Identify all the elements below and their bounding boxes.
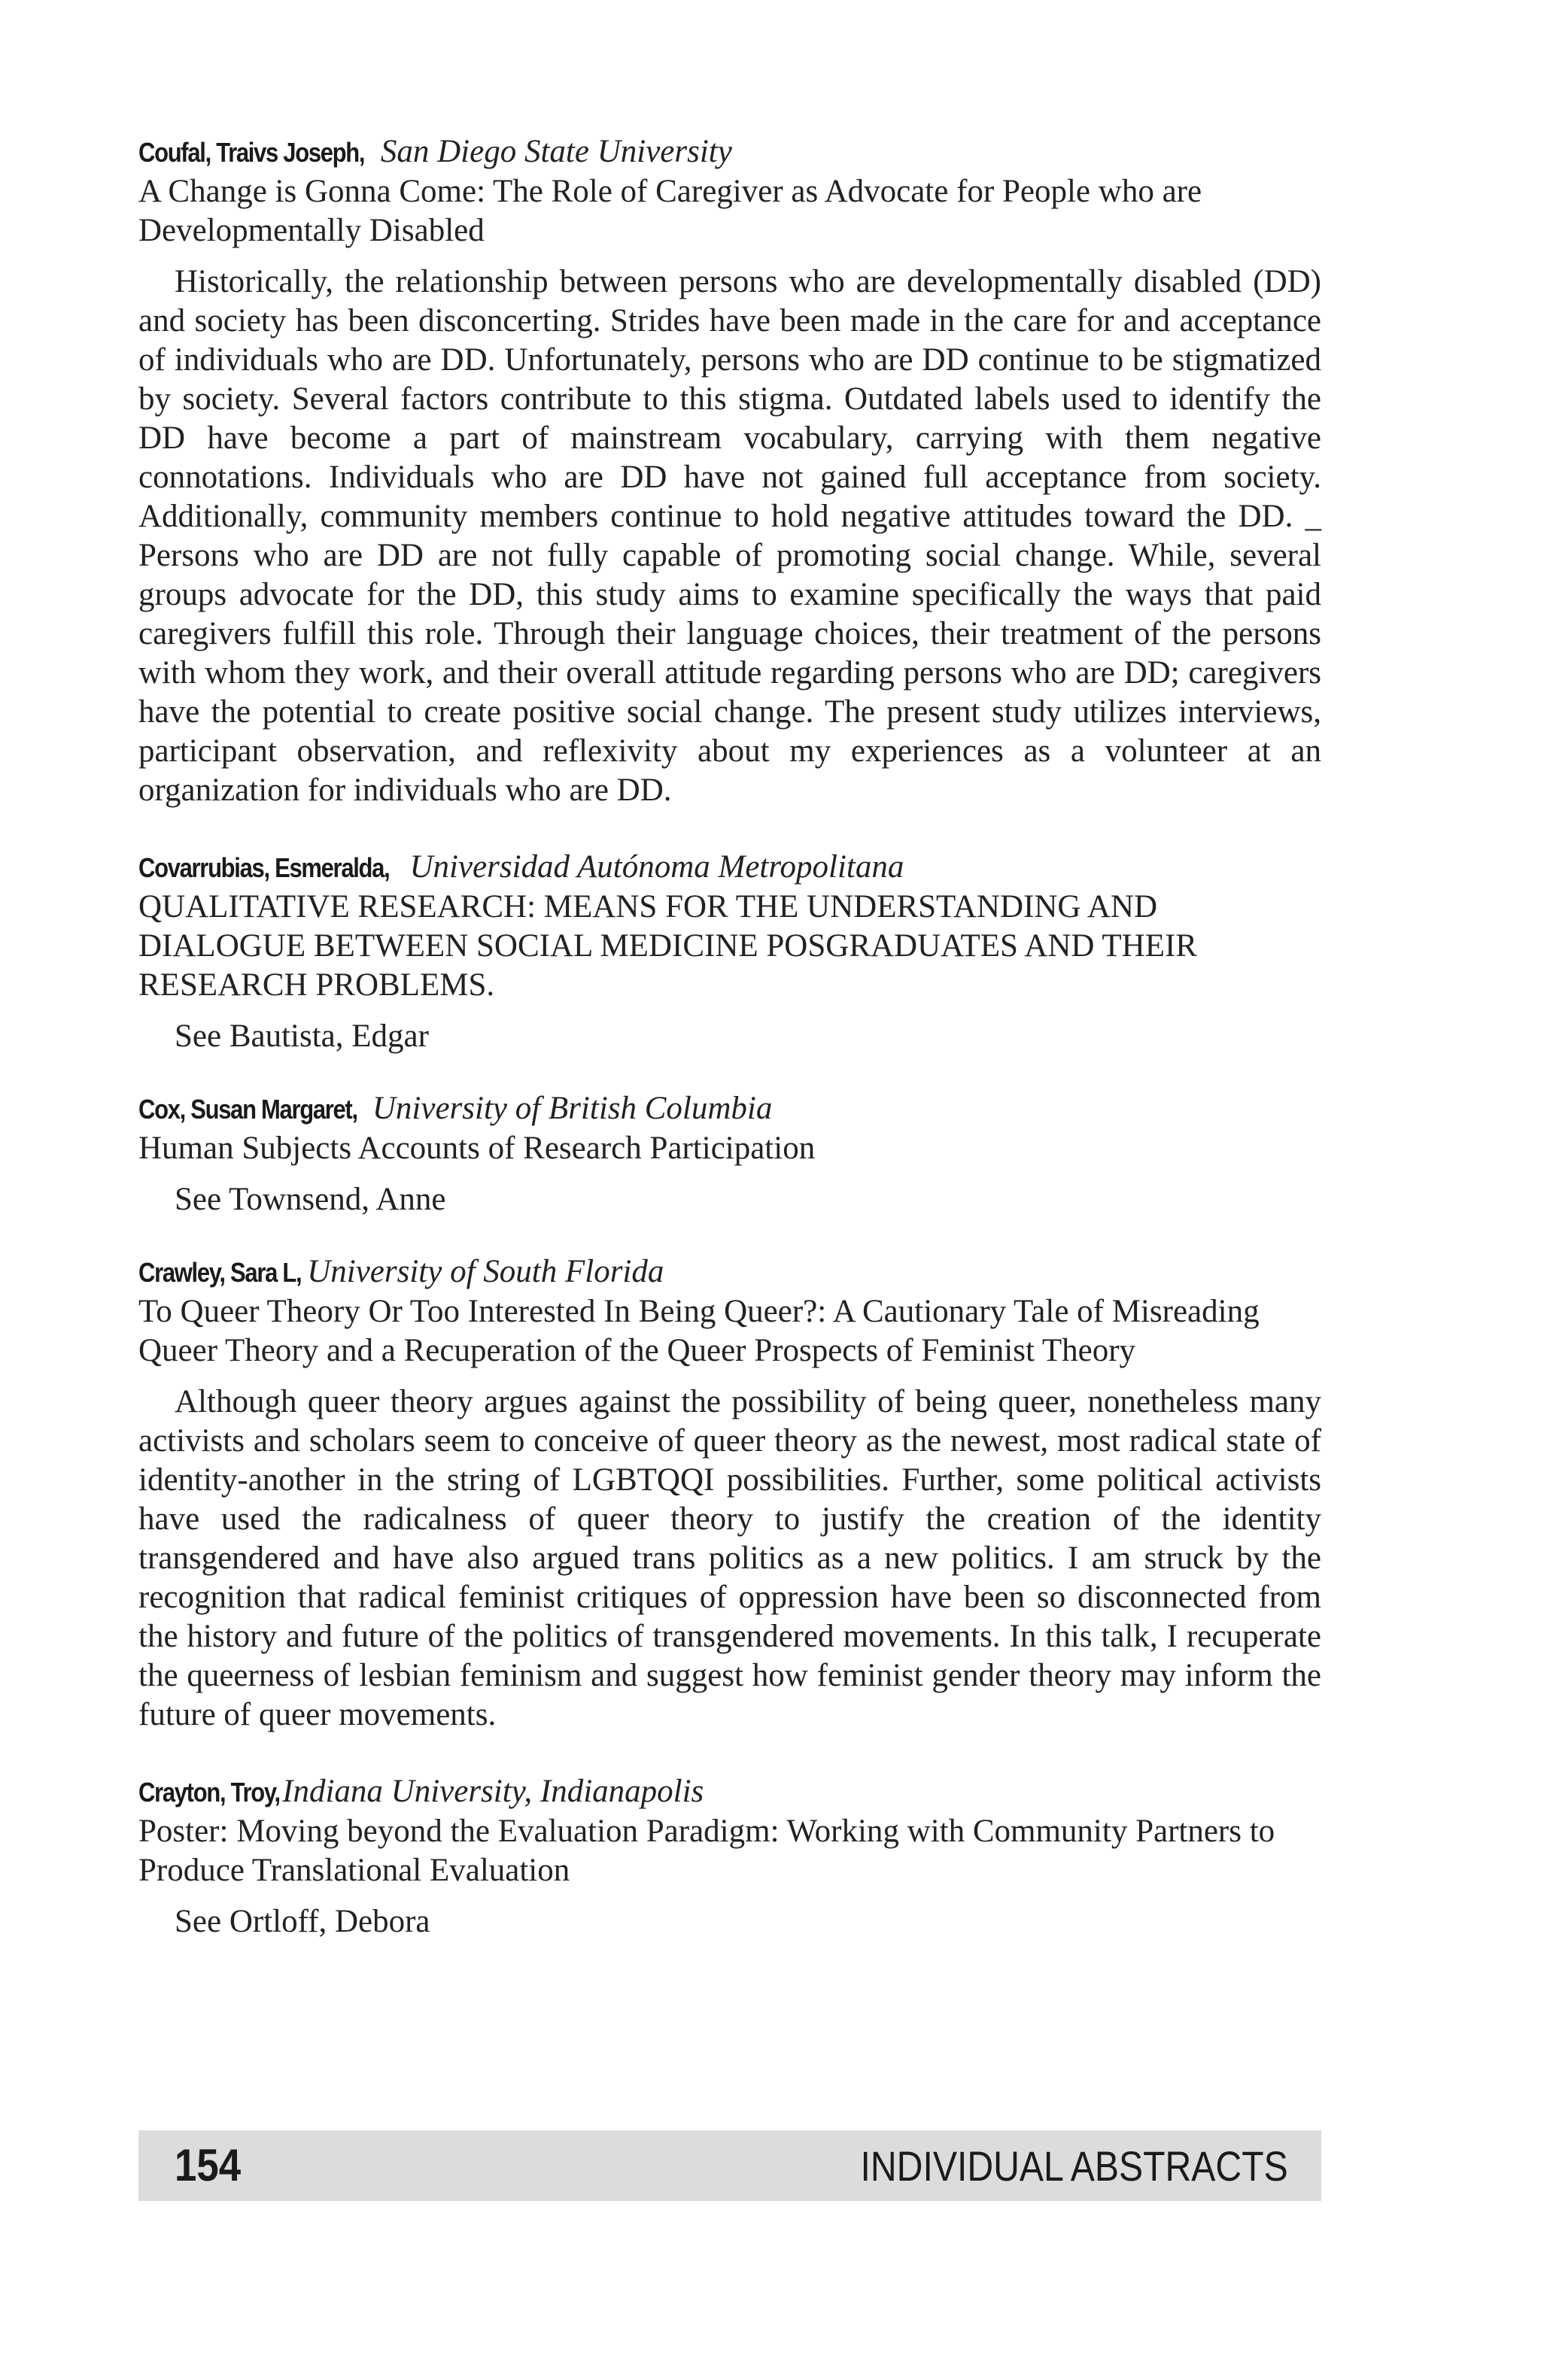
- author-affiliation: University of South Florida: [307, 1254, 664, 1289]
- entry-heading: [138, 848, 1321, 888]
- abstract-text: Historically, the relationship between persons who are developmentally disabled (DD) and society has been disconcerting. Strides have been made in the care for and acceptance of individuals who are DD. Unfortunately, persons who are DD continue to be stigmatized by society. Several factors contribute to this stigma. Outdated labels used to identify the DD have become a part of mainstream vocabulary, carrying with them negative connotations. Individuals who are DD have not gained full acceptance from society. Additionally, community members continue to hold negative attitudes toward the DD. _ Persons who are DD are not fully capable of promoting social change. While, several groups advocate for the DD, this study aims to examine specifically the ways that paid caregivers fulfill this role. Through their language choices, their treatment of the persons with whom they work, and their overall attitude regarding persons who are DD; caregivers have the potential to create positive social change. The present study utilizes interviews, participant observation, and reflexivity about my experiences as a volunteer at an organization for individuals who are DD.: [138, 264, 1321, 808]
- page-footer: [138, 2130, 1321, 2201]
- author-name: Cox, Susan Margaret,: [138, 1094, 357, 1125]
- abstract-entry: [138, 1089, 1321, 1219]
- cross-reference: See Ortloff, Debora: [175, 1904, 430, 1939]
- entry-heading: [138, 1772, 1321, 1812]
- author-affiliation: Indiana University, Indianapolis: [282, 1774, 704, 1809]
- paper-title: A Change is Gonna Come: The Role of Caregiver as Advocate for People who are Developmentally Disabled: [138, 174, 1202, 248]
- author-name: Crawley, Sara L,: [138, 1257, 302, 1288]
- cross-reference: See Townsend, Anne: [175, 1182, 446, 1217]
- author-affiliation: San Diego State University: [380, 134, 732, 169]
- author-name: Crayton, Troy,: [138, 1777, 280, 1808]
- page-number: 154: [175, 2140, 242, 2190]
- author-affiliation: Universidad Autónoma Metropolitana: [409, 849, 904, 885]
- paper-title: Human Subjects Accounts of Research Participation: [138, 1131, 816, 1166]
- abstract-entry: [138, 1772, 1321, 1941]
- author-name: Covarrubias, Esmeralda,: [138, 852, 390, 883]
- section-title: INDIVIDUAL ABSTRACTS: [860, 2142, 1288, 2190]
- paper-title: Poster: Moving beyond the Evaluation Paradigm: Working with Community Partners to Produce Translational Evaluation: [138, 1814, 1275, 1888]
- abstracts-page: [138, 132, 1321, 1941]
- cross-reference: See Bautista, Edgar: [175, 1018, 429, 1054]
- entry-heading: [138, 132, 1321, 172]
- paper-title: To Queer Theory Or Too Interested In Being Queer?: A Cautionary Tale of Misreading Queer Theory and a Recuperation of the Queer Prospects of Feminist Theory: [138, 1294, 1260, 1368]
- author-affiliation: University of British Columbia: [372, 1091, 773, 1126]
- abstract-entry: [138, 132, 1321, 810]
- entry-heading: [138, 1089, 1321, 1129]
- abstract-text: Although queer theory argues against the possibility of being queer, nonetheless many activists and scholars seem to conceive of queer theory as the newest, most radical state of identity-another in the string of LGBTQQI possibilities. Further, some political activists have used the radicalness of queer theory to justify the creation of the identity transgendered and have also argued trans politics as a new politics. I am struck by the recognition that radical feminist critiques of oppression have been so disconnected from the history and future of the politics of transgendered movements. In this talk, I recuperate the queerness of lesbian feminism and suggest how feminist gender theory may inform the future of queer movements.: [138, 1384, 1321, 1732]
- abstract-entry: [138, 848, 1321, 1056]
- abstract-entry: [138, 1252, 1321, 1735]
- entry-heading: [138, 1252, 1321, 1292]
- author-name: Coufal, Traivs Joseph,: [138, 137, 365, 168]
- paper-title: QUALITATIVE RESEARCH: MEANS FOR THE UNDERSTANDING AND DIALOGUE BETWEEN SOCIAL MEDICINE POSGRADUATES AND THEIR RESEARCH PROBLEMS.: [138, 889, 1197, 1003]
